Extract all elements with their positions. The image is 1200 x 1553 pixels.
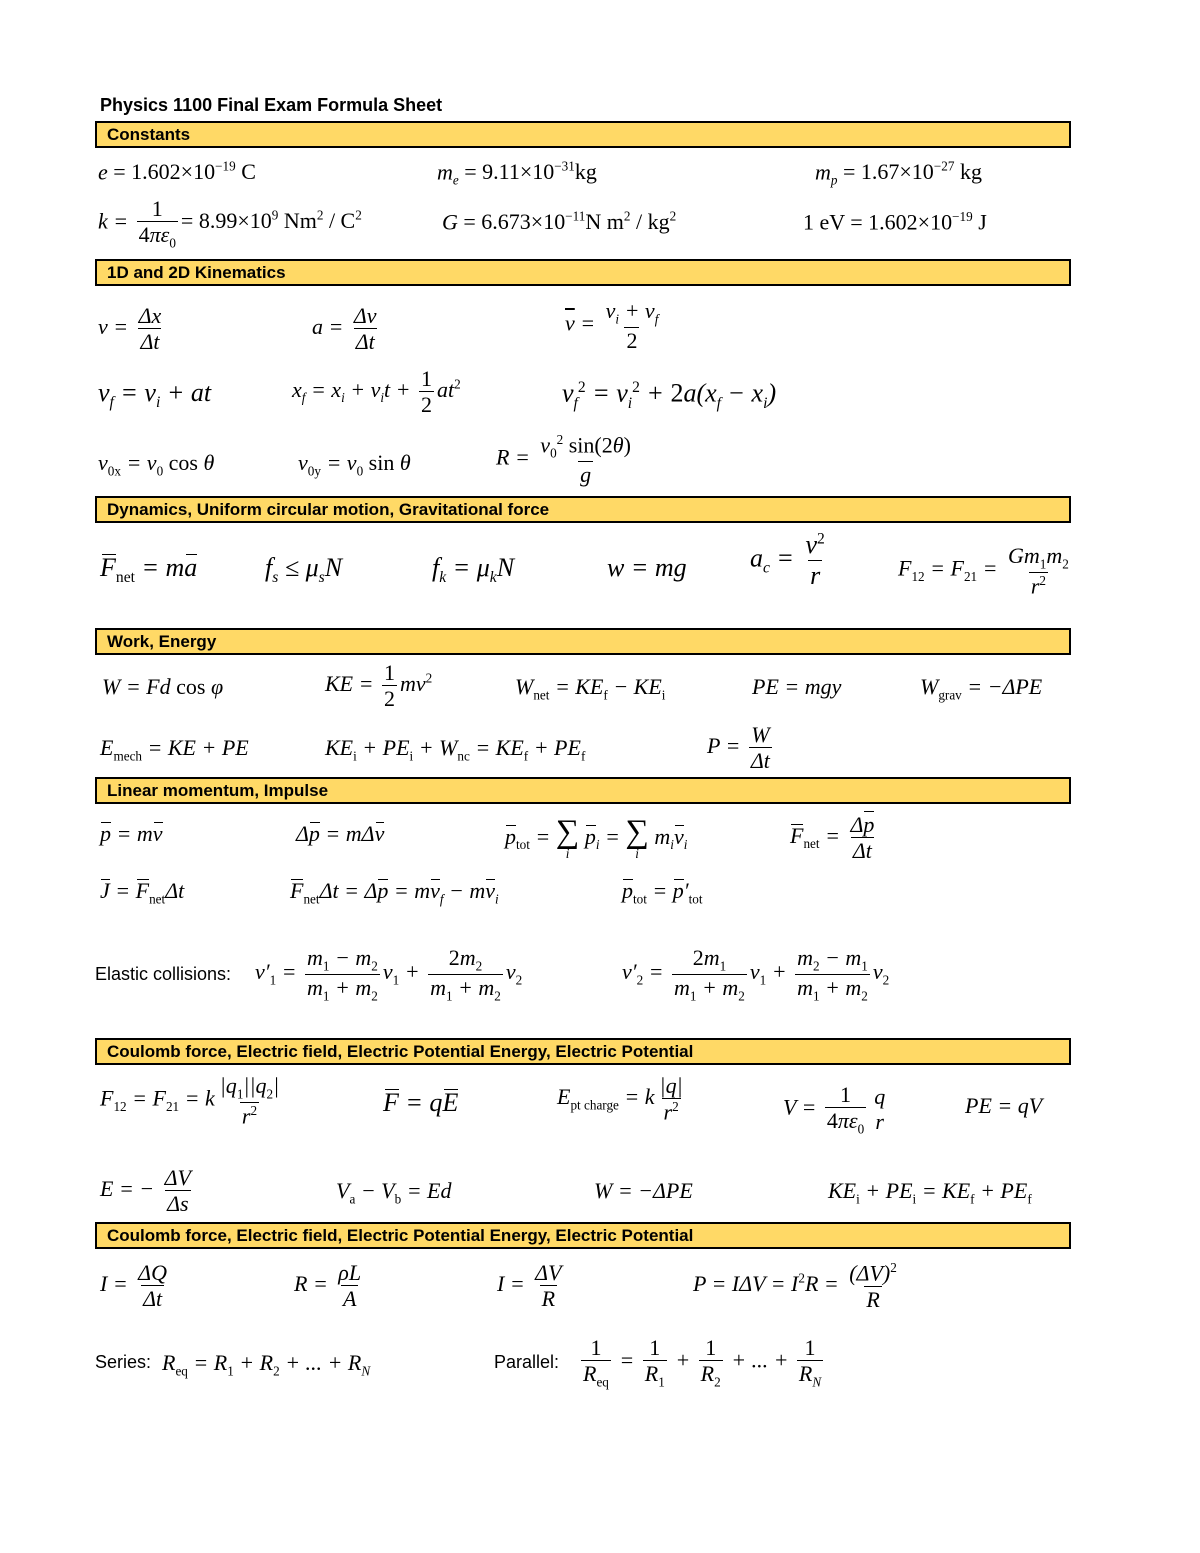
section-header-kinematics: 1D and 2D Kinematics [95, 259, 1071, 286]
formula-velocity-squared: $v_f^2 = v_i^2 + 2a(x_f - x_i)$ [562, 378, 777, 412]
formula-total-momentum: $p_{tot}$ = ∑ i $p_i$ = ∑ i $m_iv_i$ [505, 814, 688, 861]
formula-static-friction: $f_s \le \mu_sN$ [265, 553, 343, 587]
section-header-momentum: Linear momentum, Impulse [95, 777, 1071, 804]
formula-impulse-momentum: $F_{net}\Delta t = \Delta p = mv_f - mv_i$ [290, 878, 499, 907]
section-header-coulomb-1: Coulomb force, Electric field, Electric Potential Energy, Electric Potential [95, 1038, 1071, 1065]
formula-momentum-conservation: $p_{tot} = p'_{tot}$ [622, 878, 703, 907]
formula-work-energy-theorem: $W_{net} = KE_f - KE_i$ [515, 674, 666, 703]
formula-parallel-resistance: $\frac{1}{R_{eq}}$ = $\frac{1}{R_1}$ + $\frac{1}{R_2}$ + ... + $\frac{1}{R_N}$ [583, 1335, 822, 1390]
formula-field-from-potential: E = − $\frac{\Delta V}{\Delta s}$ [100, 1165, 191, 1217]
formula-energy-conservation: $KE_i + PE_i + W_{nc} = KE_f + PE_f$ [325, 735, 586, 764]
formula-mechanical-energy: $E_{mech}$ = KE + PE [100, 735, 249, 764]
formula-ohms-law: I = $\frac{\Delta V}{R}$ [497, 1260, 562, 1312]
formula-elastic-v1: $v'_1$ = $\frac{m_1 - m_2}{m_1 + m_2}$ $v_1$ + $\frac{2m_2}{m_1 + m_2}$ $v_2$ [255, 945, 523, 1003]
formula-electrical-power: $P = I\Delta V = I^2R$ = $\frac{(\Delta V)^2}{R}$ [693, 1260, 897, 1312]
formula-electric-potential: V = $\frac{1}{4\pi\varepsilon_0}$ q r [783, 1082, 886, 1137]
formula-momentum-change: Δp = mΔv [296, 821, 385, 846]
formula-velocity: v = $\frac{\Delta x}{\Delta t}$ [98, 303, 162, 355]
formula-current: I = $\frac{\Delta Q}{\Delta t}$ [100, 1260, 167, 1312]
formula-gravitational-constant: $G = 6.673\times 10^{-11}N$ $m^2 / kg^2$ [442, 209, 677, 235]
formula-electron-charge: $e = 1.602\times 10^{-19}$ C [98, 159, 256, 185]
page-title: Physics 1100 Final Exam Formula Sheet [100, 95, 443, 115]
section-header-dynamics: Dynamics, Uniform circular motion, Gravitational force [95, 496, 1071, 523]
formula-position: $x_f = x_i + v_it$ + $\frac{1}{2}$ $at^2$ [292, 366, 461, 418]
formula-potential-difference: $V_a - V_b = Ed$ [336, 1178, 452, 1207]
formula-impulse: $J = F_{net}\Delta t$ [100, 878, 185, 907]
formula-potential-energy: PE = mgy [752, 674, 842, 699]
formula-gravity-work: $W_{grav} = -\Delta PE$ [920, 674, 1043, 703]
formula-kinetic-energy: KE = $\frac{1}{2}$ $mv^2$ [325, 660, 433, 712]
formula-vx-component: $v_{0x} = v_0$ cos θ [98, 450, 215, 479]
formula-series-resistance: $R_{eq} = R_1 + R_2$ + ... + $R_N$ [162, 1350, 371, 1379]
formula-newton-second-law: $F_{net}$ = ma [100, 553, 198, 587]
formula-net-force-momentum: $F_{net}$ = $\frac{\Delta p}{\Delta t}$ [790, 812, 875, 864]
formula-coulomb-law: $F_{12} = F_{21} = k$ $\frac{|q_1||q_2|}{r^2}$ [100, 1073, 280, 1128]
formula-work: W = Fd cos φ [102, 674, 224, 699]
section-header-coulomb-2: Coulomb force, Electric field, Electric Potential Energy, Electric Potential [95, 1222, 1071, 1249]
formula-momentum: p = mv [100, 821, 163, 846]
formula-electric-work: W = −ΔPE [594, 1178, 693, 1203]
formula-weight: w = mg [607, 553, 687, 582]
formula-proton-mass: $m_p = 1.67\times 10^{-27}$ kg [815, 159, 982, 188]
formula-elastic-v2: $v'_2$ = $\frac{2m_1}{m_1 + m_2}$ $v_1$ + $\frac{m_2 - m_1}{m_1 + m_2}$ $v_2$ [622, 945, 890, 1003]
formula-vy-component: $v_{0y} = v_0$ sin θ [298, 450, 411, 479]
label-elastic-collisions: Elastic collisions: [95, 964, 232, 984]
label-parallel: Parallel: [494, 1352, 560, 1372]
formula-electric-energy-conservation: $KE_i + PE_i = KE_f + PE_f$ [828, 1178, 1032, 1207]
formula-gravitational-force: $F_{12} = F_{21}$ = $\frac{Gm_1m_2}{r^2}$ [898, 543, 1069, 598]
formula-centripetal-acceleration: $a_c$ = $\frac{v^2}{r}$ [750, 530, 825, 590]
formula-electron-mass: $m_e = 9.11\times 10^{-31}kg$ [437, 159, 597, 188]
formula-electric-potential-energy: PE = qV [965, 1093, 1043, 1118]
formula-range: R = $\frac{v_0^2 \sin(2\theta)}{g}$ [496, 432, 631, 487]
formula-final-velocity: $v_f = v_i$ + at [98, 378, 212, 412]
formula-electric-force: F = qE [383, 1088, 459, 1117]
formula-resistance: R = $\frac{\rho L}{A}$ [294, 1260, 362, 1312]
formula-electron-volt: 1 eV = $1.602\times 10^{-19}$ J [803, 209, 987, 235]
formula-coulomb-constant: k = $\frac{1}{4\pi\varepsilon_0}$ = $8.99\times 10^9$ $Nm^2 / C^2$ [98, 196, 362, 251]
formula-point-charge-field: $E_{pt charge} = k$ $\frac{|q|}{r^2}$ [557, 1073, 683, 1125]
formula-average-velocity: $\overline{v}$ = $\frac{v_i + v_f}{2}$ [565, 298, 659, 353]
section-header-constants: Constants [95, 121, 1071, 148]
label-series: Series: [95, 1352, 152, 1372]
formula-acceleration: a = $\frac{\Delta v}{\Delta t}$ [312, 303, 377, 355]
formula-power: P = $\frac{W}{\Delta t}$ [707, 722, 770, 774]
formula-kinetic-friction: $f_k = \mu_kN$ [432, 553, 515, 587]
section-header-work-energy: Work, Energy [95, 628, 1071, 655]
